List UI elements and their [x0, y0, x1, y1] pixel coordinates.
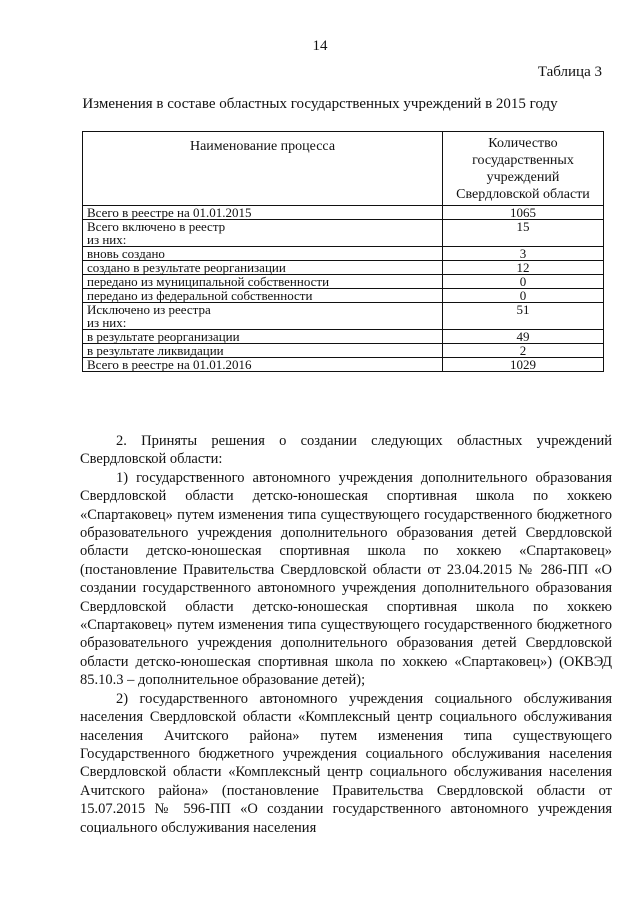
table-caption: Изменения в составе областных государственных учреждений в 2015 году — [82, 96, 558, 112]
table-row — [83, 220, 604, 247]
row-name: в результате реорганизации — [83, 330, 443, 344]
row-value: 1065 — [443, 206, 604, 220]
table-row — [83, 275, 604, 289]
row-name: передано из федеральной собственности — [83, 289, 443, 303]
row-value: 49 — [443, 330, 604, 344]
row-name: передано из муниципальной собственности — [83, 275, 443, 289]
row-sub-text: из них: — [87, 315, 127, 330]
row-name: Всего в реестре на 01.01.2016 — [83, 358, 443, 372]
table-row — [83, 206, 604, 220]
table-row — [83, 261, 604, 275]
row-name: в результате ликвидации — [83, 344, 443, 358]
row-value: 2 — [443, 344, 604, 358]
row-value: 0 — [443, 289, 604, 303]
row-value: 3 — [443, 247, 604, 261]
row-name: Всего в реестре на 01.01.2015 — [83, 206, 443, 220]
header-institution-count: Количество государственных учреждений Свердловской области — [443, 132, 604, 206]
table-row — [83, 289, 604, 303]
paragraph: 2. Приняты решения о создании следующих областных учреждений Свердловской области: — [80, 433, 612, 468]
paragraph: 1) государственного автономного учреждения дополнительного образования Свердловской области детско-юношеская спортивная школа по хоккею «Спартаковец» путем изменения типа существующего государственного бюджетного образовательного учреждения дополнительного образования детей Свердловской области детско-юношеская спортивная школа по хоккею «Спартаковец» (постановление Правительства Свердловской области от 23.04.2015 № 286-ПП «О создании государственного автономного учреждения дополнительного образования Свердловской области детско-юношеская спортивная школа по хоккею «Спартаковец» путем изменения типа существующего государственного бюджетного образовательного учреждения дополнительного образования детей Свердловской области детско-юношеская спортивная школа по хоккею «Спартаковец») (ОКВЭД 85.10.3 – дополнительное образование детей); — [80, 469, 612, 689]
row-name-text: Всего включено в реестр — [87, 219, 226, 234]
row-name — [83, 220, 443, 247]
table-row — [83, 247, 604, 261]
row-sub-text: из них: — [87, 232, 127, 247]
row-name — [83, 303, 443, 330]
table-row — [83, 330, 604, 344]
row-value: 51 — [443, 303, 604, 330]
paragraph: 2) государственного автономного учреждения социального обслуживания населения Свердловской области «Комплексный центр социального обслуживания населения Ачитского района» путем изменения типа существующего Государственного бюджетного учреждения социального обслуживания населения Свердловской области «Комплексный центр социального обслуживания населения Ачитского района» (постановление Правительства Свердловской области от 15.07.2015 № 596-ПП «О создании государственного автономного учреждения социального обслуживания населения — [80, 690, 612, 836]
table-label: Таблица 3 — [537, 64, 602, 80]
registry-table — [82, 131, 604, 372]
row-value: 0 — [443, 275, 604, 289]
row-name-text: Исключено из реестра — [87, 302, 211, 317]
table-row — [83, 344, 604, 358]
row-value: 12 — [443, 261, 604, 275]
body-text — [80, 432, 612, 837]
table-header-row — [83, 132, 604, 206]
row-name: вновь создано — [83, 247, 443, 261]
row-name: создано в результате реорганизации — [83, 261, 443, 275]
row-value: 15 — [443, 220, 604, 247]
table-row — [83, 303, 604, 330]
table-row — [83, 358, 604, 372]
header-process-name: Наименование процесса — [83, 132, 443, 206]
page-number: 14 — [312, 38, 328, 54]
row-value: 1029 — [443, 358, 604, 372]
